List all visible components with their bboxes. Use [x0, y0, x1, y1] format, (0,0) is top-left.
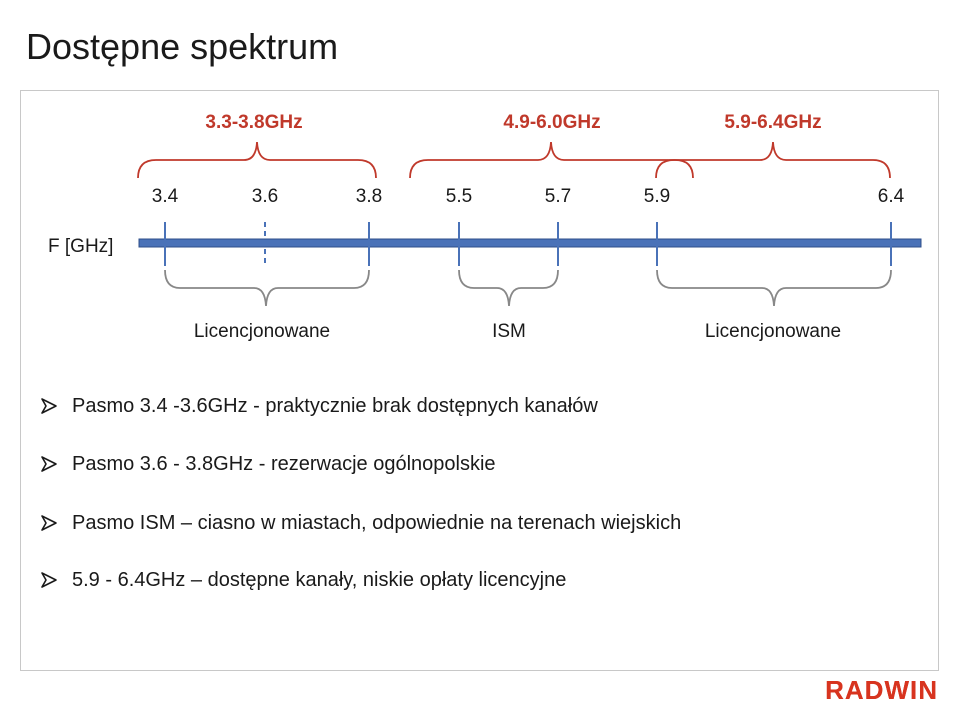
arrow-bullet-icon	[40, 397, 58, 415]
bullet-text: Pasmo 3.4 -3.6GHz - praktycznie brak dostępnych kanałów	[72, 395, 598, 417]
band-bracket	[138, 142, 376, 178]
tick-label: 5.5	[445, 186, 473, 207]
tick-label: 3.4	[151, 186, 179, 207]
band-label: 3.3-3.8GHz	[205, 112, 303, 133]
arrow-bullet-icon	[40, 514, 58, 532]
axis-label: F [GHz]	[48, 236, 114, 257]
tick-label: 3.6	[251, 186, 279, 207]
region-label: Licencjonowane	[193, 321, 331, 342]
tick-label: 5.9	[643, 186, 671, 207]
tick-label: 6.4	[877, 186, 905, 207]
logo-text: RADWIN	[825, 675, 938, 705]
region-label: ISM	[492, 321, 526, 342]
arrow-bullet-icon	[40, 455, 58, 473]
region-label: Licencjonowane	[704, 321, 842, 342]
arrow-bullet-icon	[40, 571, 58, 589]
page-title: Dostępne spektrum	[26, 26, 339, 67]
tick-label: 3.8	[355, 186, 383, 207]
region-bracket	[459, 270, 558, 306]
bullet-text: Pasmo ISM – ciasno w miastach, odpowiednie na terenach wiejskich	[72, 512, 682, 534]
radwin-logo	[825, 675, 938, 706]
region-bracket	[165, 270, 369, 306]
band-bracket	[410, 142, 693, 178]
frequency-axis	[139, 239, 921, 247]
band-label: 5.9-6.4GHz	[724, 112, 822, 133]
region-bracket	[657, 270, 891, 306]
bullet-text: Pasmo 3.6 - 3.8GHz - rezerwacje ogólnopolskie	[72, 453, 496, 475]
bullet-text: 5.9 - 6.4GHz – dostępne kanały, niskie opłaty licencyjne	[72, 569, 567, 591]
band-label: 4.9-6.0GHz	[503, 112, 601, 133]
tick-label: 5.7	[544, 186, 572, 207]
band-bracket	[656, 142, 890, 178]
